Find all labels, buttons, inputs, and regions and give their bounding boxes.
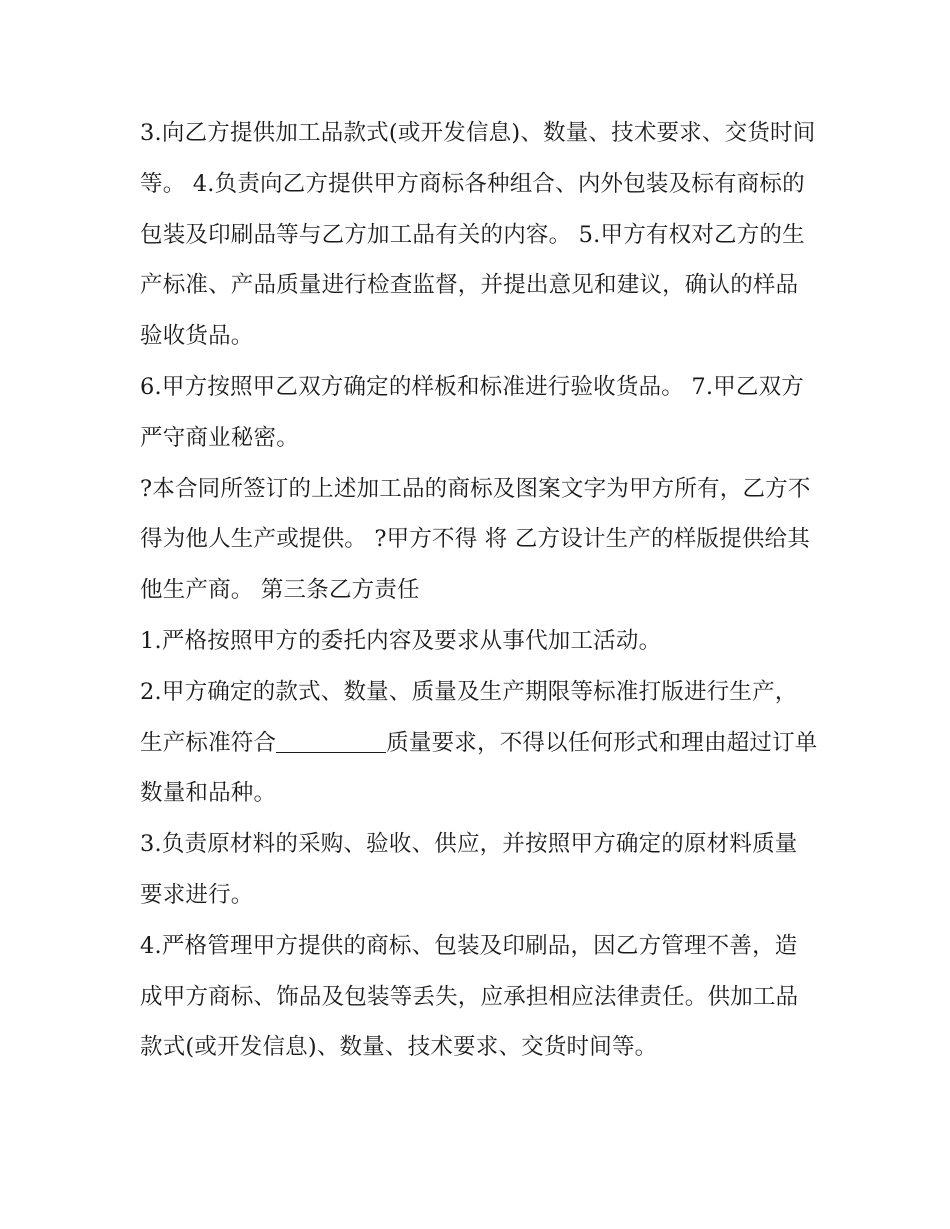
paragraph-seller-duty-2 xyxy=(140,667,820,819)
document-body xyxy=(140,108,820,1073)
quality-standard-blank xyxy=(276,730,386,753)
paragraph-seller-duty-1: 1.严格按照甲方的委托内容及要求从事代加工活动。 xyxy=(140,627,662,654)
paragraph-seller-duty-3: 3.负责原材料的采购、验收、供应，并按照甲方确定的原材料质量要求进行。 xyxy=(140,831,798,908)
paragraph-buyer-duties-3-5: 3.向乙方提供加工品款式(或开发信息)、数量、技术要求、交货时间等。 4.负责向乙方提供甲方商标各种组合、内外包装及标有商标的包装及印刷品等与乙方加工品有关的内容。 5.甲方有权对乙方的生产标准、产品质量进行检查监督，并提出意见和建议，确认的样品验收货品。 xyxy=(140,120,816,350)
seller-duty-2-text-before: 2.甲方确定的款式、数量、质量及生产期限等标准打版进行生产，生产标准符合 xyxy=(140,678,798,756)
seller-duty-2-text-after: 质量要求，不得以任何形式和理由超过订单数量和品种。 xyxy=(140,729,818,807)
paragraph-seller-duty-4: 4.严格管理甲方提供的商标、包装及印刷品，因乙方管理不善，造成甲方商标、饰品及包装等丢失，应承担相应法律责任。供加工品款式(或开发信息)、数量、技术要求、交货时间等。 xyxy=(140,932,799,1061)
paragraph-trademark-ownership: ?本合同所签订的上述加工品的商标及图案文字为甲方所有，乙方不得为他人生产或提供。 ?甲方不得 将 乙方设计生产的样版提供给其他生产商。 第三条乙方责任 xyxy=(140,475,811,604)
paragraph-buyer-duties-6-7: 6.甲方按照甲乙双方确定的样板和标准进行验收货品。 7.甲乙双方严守商业秘密。 xyxy=(140,373,804,451)
